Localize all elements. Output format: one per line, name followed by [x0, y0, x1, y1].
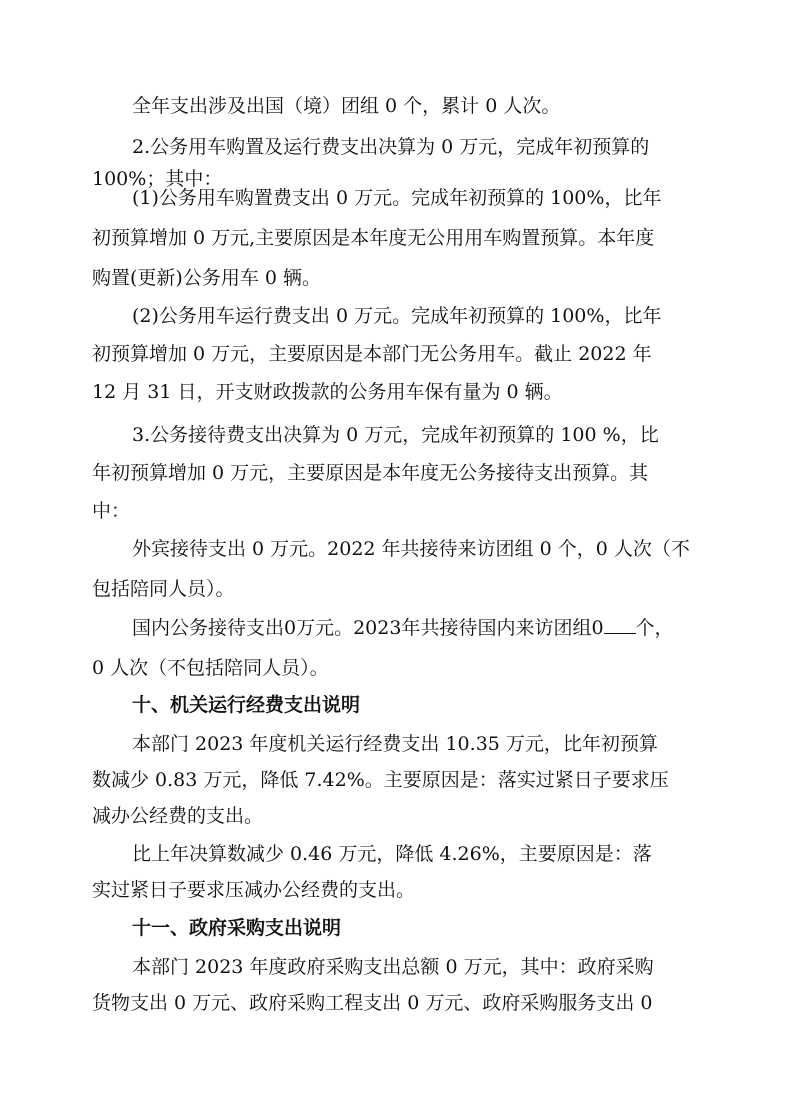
paragraph-foreign-reception — [92, 533, 690, 613]
text-line: 包括陪同人员）。 — [92, 578, 235, 600]
underline-blank — [604, 615, 636, 634]
paragraph-domestic-reception — [92, 612, 672, 692]
text-line: (1)公务用车购置费支出 0 万元。完成年初预算的 100%，比年 — [132, 187, 662, 209]
text-line: 中： — [92, 500, 131, 522]
text-line: 3.公务接待费支出决算为 0 万元，完成年初预算的 100 %，比 — [132, 424, 659, 446]
text-line: 全年支出涉及出国（境）团组 0 个，累计 0 人次。 — [132, 95, 561, 117]
section-heading-operating-expenses — [92, 689, 672, 721]
text-line: 2.公务用车购置及运行费支出决算为 0 万元，完成年初预算的 — [132, 136, 650, 158]
text-line: 100%；其中： — [92, 168, 223, 190]
text-line: 减办公经费的支出。 — [92, 805, 264, 827]
text-line: 外宾接待支出 0 万元。2022 年共接待来访团组 0 个，0 人次（不 — [132, 538, 690, 560]
paragraph-vehicle-purchase — [92, 182, 672, 302]
text-line: 实过紧日子要求压减办公经费的支出。 — [92, 879, 416, 901]
text-line: 购置(更新)公务用车 0 辆。 — [92, 267, 321, 289]
text-line: 0 人次（不包括陪同人员）。 — [92, 657, 329, 679]
text-line: 年初预算增加 0 万元，主要原因是本年度无公务接待支出预算。其 — [92, 462, 649, 484]
text-line: 本部门 2023 年度政府采购支出总额 0 万元，其中：政府采购 — [132, 956, 654, 978]
paragraph-operating-vs-last-year — [92, 838, 672, 910]
heading-text: 十一、政府采购支出说明 — [132, 917, 342, 939]
text-line: 初预算增加 0 万元，主要原因是本部门无公务用车。截止 2022 年 — [92, 343, 652, 365]
text-line: 数减少 0.83 万元，降低 7.42%。主要原因是：落实过紧日子要求压 — [92, 769, 669, 791]
paragraph-procurement — [92, 951, 672, 1023]
text-line: 12 月 31 日，开支财政拨款的公务用车保有量为 0 辆。 — [92, 381, 563, 403]
text-line: 比上年决算数减少 0.46 万元，降低 4.26%，主要原因是：落 — [132, 843, 652, 865]
heading-text: 十、机关运行经费支出说明 — [132, 694, 361, 716]
text-line: 货物支出 0 万元、政府采购工程支出 0 万元、政府采购服务支出 0 — [92, 992, 653, 1014]
text-line: 初预算增加 0 万元,主要原因是本年度无公用用车购置预算。本年度 — [92, 227, 655, 249]
text-line — [92, 612, 672, 652]
paragraph-outbound-groups — [92, 90, 672, 122]
text-segment: 个， — [635, 617, 674, 639]
text-segment: 国内公务接待支出0万元。2023年共接待国内来访团组0 — [132, 617, 604, 639]
text-line: 本部门 2023 年度机关运行经费支出 10.35 万元，比年初预算 — [132, 733, 658, 755]
paragraph-reception-expense — [92, 419, 672, 533]
paragraph-operating-expenses — [92, 728, 672, 836]
section-heading-procurement — [92, 912, 672, 944]
paragraph-vehicle-operation — [92, 300, 672, 414]
text-line: (2)公务用车运行费支出 0 万元。完成年初预算的 100%，比年 — [132, 305, 662, 327]
